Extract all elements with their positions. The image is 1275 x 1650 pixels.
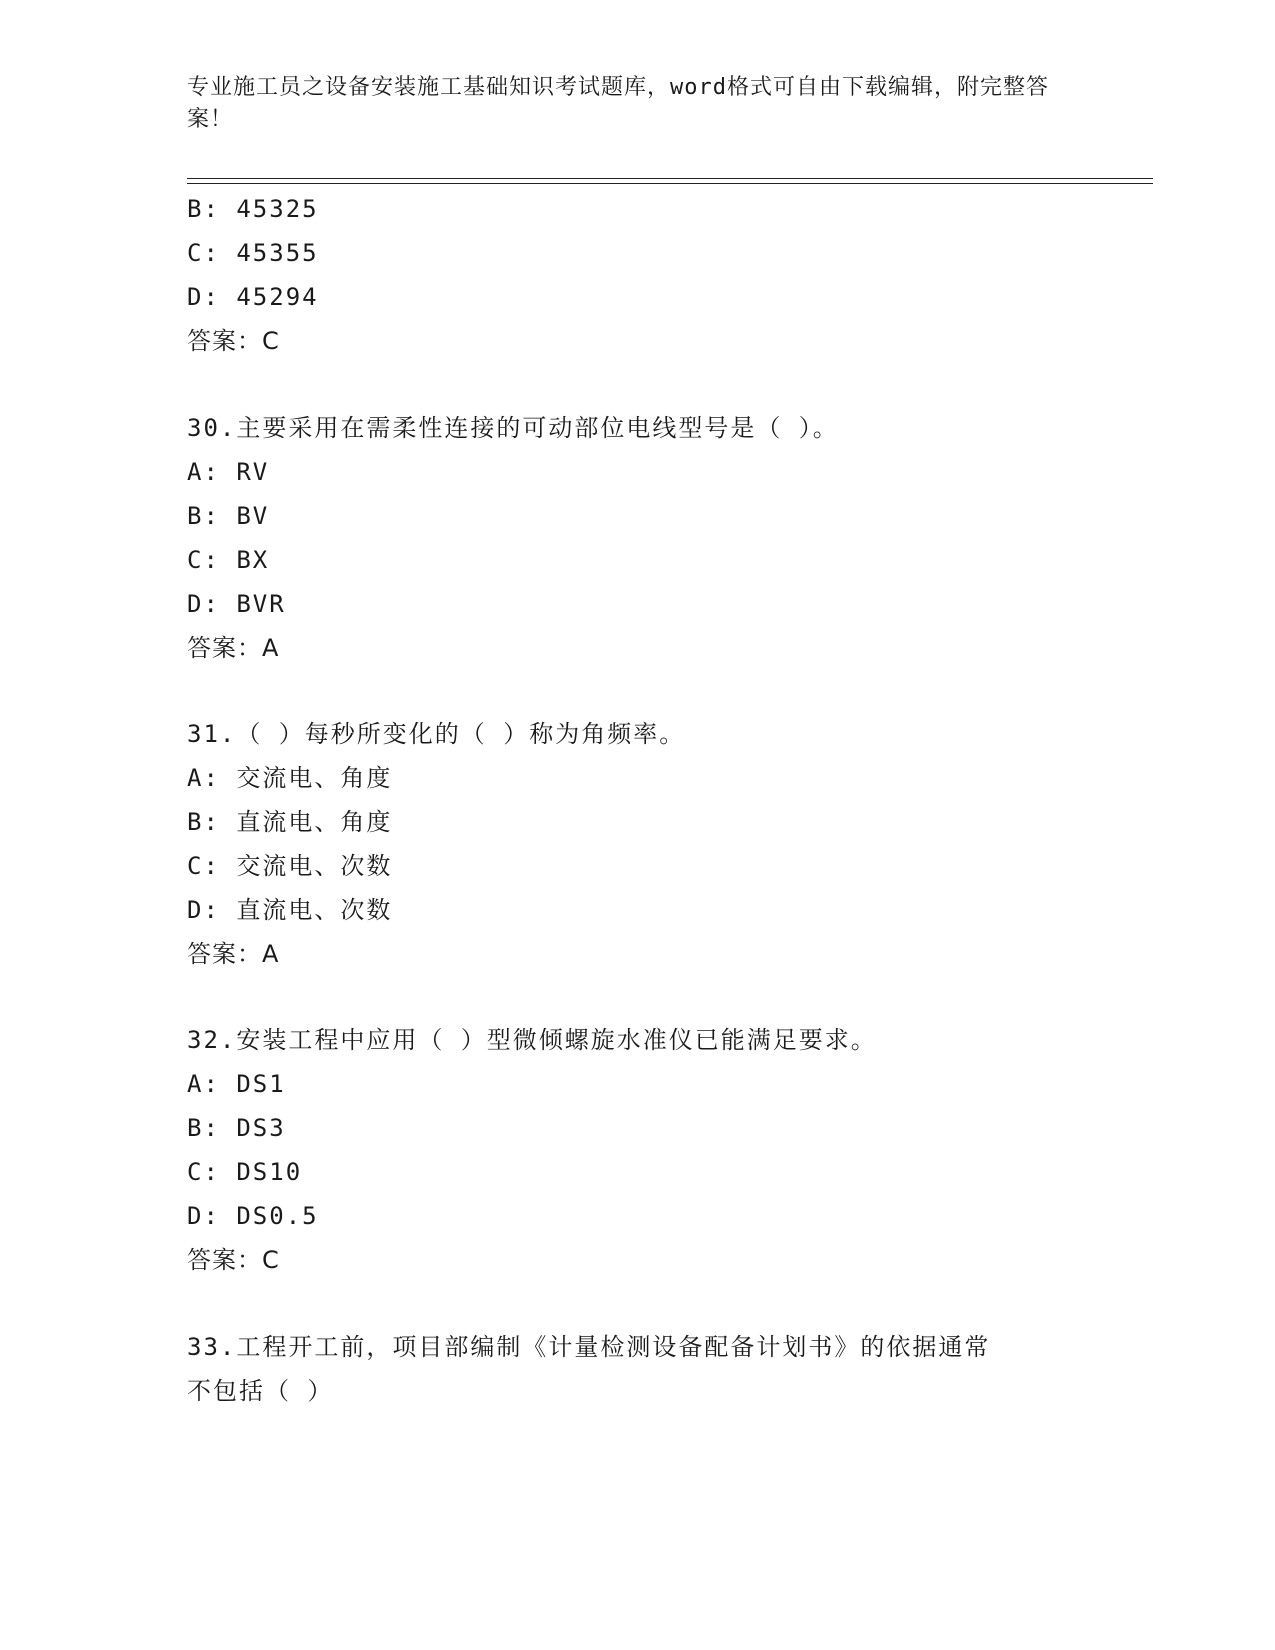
q31-option-b: B: 直流电、角度 — [187, 808, 393, 836]
q32-option-a: A: DS1 — [187, 1070, 286, 1098]
q31-option-c: C: 交流电、次数 — [187, 852, 393, 880]
q29-answer: 答案：C — [187, 327, 280, 355]
q29-option-b: B: 45325 — [187, 195, 319, 223]
q32-option-b: B: DS3 — [187, 1114, 286, 1142]
q30-option-a: A: RV — [187, 458, 270, 486]
q32-answer: 答案：C — [187, 1246, 280, 1274]
document-header: 专业施工员之设备安装施工基础知识考试题库，word格式可自由下载编辑，附完整答案！ — [187, 75, 1049, 132]
q31-option-d: D: 直流电、次数 — [187, 896, 393, 924]
q29-option-c: C: 45355 — [187, 239, 319, 267]
q32-option-d: D: DS0.5 — [187, 1202, 319, 1230]
q31-question: 31.（ ）每秒所变化的（ ）称为角频率。 — [187, 720, 686, 748]
q30-option-c: C: BX — [187, 546, 270, 574]
q31-answer: 答案：A — [187, 940, 280, 968]
q30-question: 30.主要采用在需柔性连接的可动部位电线型号是（ ）。 — [187, 414, 839, 442]
q33-question-line1: 33.工程开工前，项目部编制《计量检测设备配备计划书》的依据通常 — [187, 1333, 991, 1361]
header-divider — [187, 178, 1153, 184]
q32-option-c: C: DS10 — [187, 1158, 303, 1186]
q30-answer: 答案：A — [187, 634, 280, 662]
q29-option-d: D: 45294 — [187, 283, 319, 311]
q30-option-d: D: BVR — [187, 590, 286, 618]
q30-option-b: B: BV — [187, 502, 270, 530]
q31-option-a: A: 交流电、角度 — [187, 764, 393, 792]
q32-question: 32.安装工程中应用（ ）型微倾螺旋水准仪已能满足要求。 — [187, 1026, 877, 1054]
q33-question-line2: 不包括（ ） — [187, 1377, 334, 1405]
